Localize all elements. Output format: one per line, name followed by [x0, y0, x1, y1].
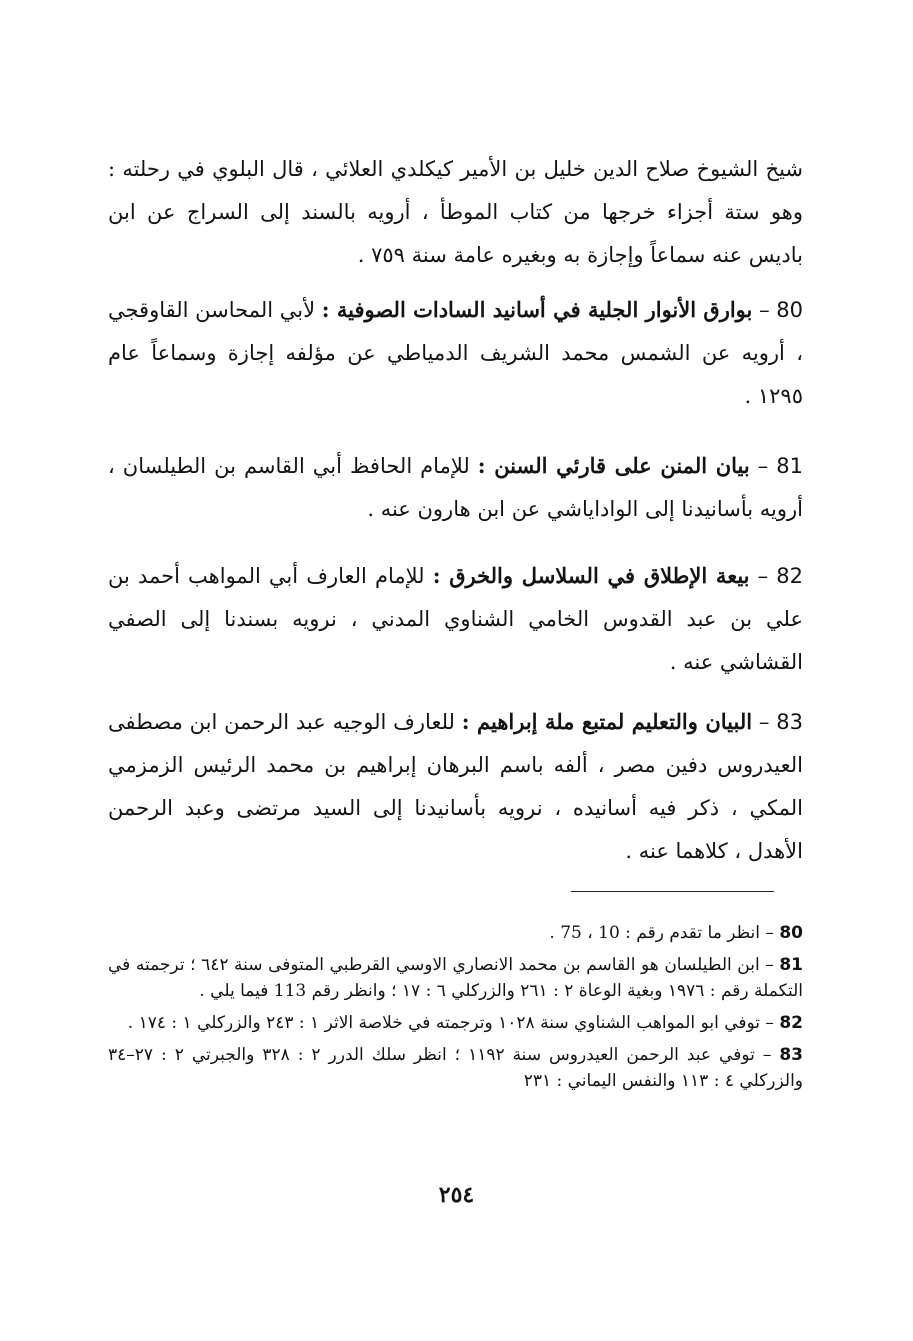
entry-80	[108, 288, 803, 418]
entry-title: بوارق الأنوار الجلية في أسانيد السادات الصوفية :	[321, 297, 753, 322]
entry-title: بيان المنن على قارئي السنن :	[477, 453, 750, 478]
intro-text: شيخ الشيوخ صلاح الدين خليل بن الأمير كيكلدي العلائي ، قال البلوي في رحلته : وهو ستة أجزاء خرجها من كتاب الموطأ ، أرويه بالسند إلى السراج عن ابن باديس عنه سماعاً وإجازة به وبغيره عامة سنة ٧٥٩ .	[108, 157, 803, 267]
entry-text: للإمام العارف أبي المواهب أحمد بن علي بن عبد القدوس الخامي الشناوي المدني ، نرويه بسندنا إلى الصفي القشاشي عنه .	[108, 564, 803, 674]
footnote-number: 81	[779, 955, 803, 975]
entry-title: بيعة الإطلاق في السلاسل والخرق :	[432, 563, 750, 588]
footnote-81	[108, 952, 803, 1004]
footnote-dash: –	[765, 1013, 774, 1033]
footnote-dash: –	[765, 955, 774, 975]
entry-dash: –	[758, 710, 770, 734]
footnote-number: 80	[779, 923, 803, 943]
footnote-number: 83	[779, 1045, 803, 1065]
entry-83	[108, 700, 803, 873]
footnote-text: توفي ابو المواهب الشناوي سنة ١٠٢٨ وترجمته في خلاصة الاثر ١ : ٢٤٣ والزركلي ١ : ١٧٤ .	[127, 1013, 761, 1033]
intro-paragraph	[108, 148, 803, 277]
entry-number: 80	[776, 298, 803, 322]
entry-number: 83	[776, 710, 803, 734]
footnote-dash: –	[765, 923, 774, 943]
footnote-text: توفي عبد الرحمن العيدروس سنة ١١٩٢ ؛ انظر سلك الدرر ٢ : ٣٢٨ والجبرتي ٢ : ٢٧–٣٤ والزركلي ٤ : ١١٣ والنفس اليماني : ٢٣١	[108, 1045, 803, 1091]
entry-number: 81	[776, 454, 804, 478]
footnote-dash: –	[762, 1045, 772, 1065]
entry-text: لأبي المحاسن القاوقجي ، أرويه عن الشمس محمد الشريف الدمياطي عن مؤلفه إجازة وسماعاً عام ١٢٩٥ .	[108, 298, 803, 408]
footnote-83	[108, 1042, 803, 1094]
footnotes	[108, 920, 803, 1100]
entry-text: للإمام الحافظ أبي القاسم بن الطيلسان ، أرويه بأسانيدنا إلى الواداياشي عن ابن هارون عنه .	[108, 454, 803, 521]
footnote-number: 82	[779, 1013, 803, 1033]
entry-dash: –	[759, 298, 770, 322]
footnote-82	[108, 1010, 803, 1036]
entry-number: 82	[776, 564, 803, 588]
footnote-text: انظر ما تقدم رقم : 10 ، 75 .	[549, 923, 761, 943]
entry-dash: –	[757, 454, 769, 478]
entry-82	[108, 554, 803, 684]
footnote-80	[108, 920, 803, 946]
footnote-text: ابن الطيلسان هو القاسم بن محمد الانصاري الاوسي القرطبي المتوفى سنة ٦٤٢ ؛ ترجمته في التكملة رقم : ١٩٧٦ وبغية الوعاة ٢ : ٢٦١ والزركلي ٦ : ١٧ ؛ وانظر رقم 113 فيما يلي .	[108, 955, 803, 1001]
entry-title: البيان والتعليم لمتبع ملة إبراهيم :	[461, 709, 753, 734]
entry-text: للعارف الوجيه عبد الرحمن ابن مصطفى العيدروس دفين مصر ، ألفه باسم البرهان إبراهيم بن محمد الرئيس الزمزمي المكي ، ذكر فيه أسانيده ، نرويه بأسانيدنا إلى السيد مرتضى وعبد الرحمن الأهدل ، كلاهما عنه .	[108, 710, 803, 863]
page-number: ٢٥٤	[438, 1182, 475, 1208]
entry-81	[108, 444, 803, 531]
footnote-separator	[571, 891, 774, 892]
entry-dash: –	[757, 564, 769, 588]
